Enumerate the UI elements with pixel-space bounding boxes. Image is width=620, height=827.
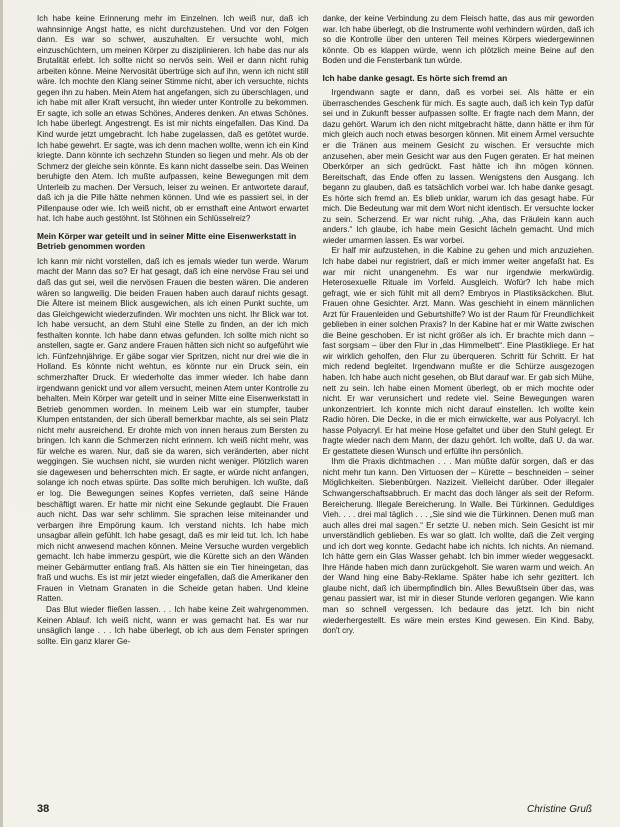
paragraph: Er half mir aufzustehen, in die Kabine zu gehen und mich anzuziehen. Ich habe dabei nur registriert, daß er mich immer weiter angefaßt hat. Es war mir nicht unangenehm. Es war nur irgendwie merkwürdig. Heterosexuelle Rituale im Vorfeld. Ausgleich. Wofür? Ich habe mich gefragt, wie er sich fühlt mit all dem? Embryos in Plastiksäckchen. Blut. Frauen ohne Gesichter. Arzt. Mann. Was geschieht in einem männlichen Arzt für Frauenleiden und Geburtshilfe? Wo ist der Raum für Freundlichkeit geblieben in einer solchen Praxis? In der Kabine hat er mir Watte zwischen die Beine geschoben. Er ist nicht größer als ich. Er brachte mich dann – fast sorgsam – über den Flur in „das Himmelbett“. Eine Plastikliege. Er hat wir wirklich geholfen, den Flur zu überqueren. Schritt für Schritt. Er hat mich redend begleitet. Irgendwann mußte er die Schürze ausgezogen haben. Ich habe auch nicht gesehen, ob Blut darauf war. Er gab sich Mühe, nett zu sein. Ich habe einen Moment überlegt, ob er mich mochte oder nicht. Er war verunsichert und redete viel. Seine Bewegungen waren unkonzentriert. Ich konnte mich nicht darauf einstellen. Ich wollte kein Radio hören. Die Decke, in die er mich einwickelte, war aus Polyacryl. Ich hasse Polyacryl. Er hat meine Hose gefaltet und über den Stuhl gelegt. Er fragte wieder nach dem Mann, der dazu gehört. Ich wollte, daß U. da war. Er gestattete diesen Wunsch und erfüllte ihn persönlich. — [322, 246, 594, 456]
author-signature: Christine Gruß — [526, 804, 592, 815]
paragraph: Irgendwann sagte er dann, daß es vorbei sei. Als hätte er ein überraschendes Geschenk für mich. Es sagte auch, daß ich kein Typ dafür sei und in Zukunft besser aufpassen sollte. Er fragte nach dem Mann, der dazu gehört. Warum ich den nicht mitgebracht hätte, dann hätte er ihm für mich gleich auch noch etwas besorgen können. Mit einem Ärmel versuchte er die Tränen aus meinem Gesicht zu wischen. Er versuchte mich anzusehen, aber mein Gesicht war aus den Fugen geraten. Er hat meinen Oberkörper an sich gedrückt. Fast hätte ich ihn mögen können. Bereitschaft, das Ende offen zu lassen. Wenigstens den Ausgang. Ich begann zu glauben, daß es tatsächlich vorbei war. Ich habe danke gesagt. Es hörte sich fremd an. Es blieb unklar, warum ich das gesagt habe. Für mich. Die Bedeutung war mit dem Wort nicht identisch. Er versuchte locker zu sein. Scherzend. Er war nicht ruhig. „Aha, das Fräulein kann auch anders.“ Ich glaube, ich habe mein Gesicht lächeln gemacht. Und mich wieder umarmen lassen. Es war vorbei. — [322, 88, 594, 245]
right-column — [323, 14, 595, 789]
paragraph: danke, der keine Verbindung zu dem Fleisch hatte, das aus mir geworden war. Ich habe überlegt, ob die Instrumente wohl verhindern würden, daß ich so die Kontrolle über den unteren Teil meines Körpers wiedergewinnen könnte. Ob es klappen würde, wenn ich plötzlich meine Beine auf den Boden und die Fensterbank tun würde. — [322, 14, 594, 66]
paragraph: Ich habe keine Erinnerung mehr im Einzelnen. Ich weiß nur, daß ich wahnsinnige Angst hatte, es nicht durchzustehen. Und vor den Folgen dann. Es war so schwer, auszuhalten. Er versuchte wohl, mich einzuschüchtern, um meinen Körper zu disziplinieren. Ich habe das nur als Brutalität erlebt. Ich sollte nicht so nervös sein. Weil er dann nicht ruhig arbeiten könne. Meine Nervosität übertrüge sich auf ihn, wenn ich nicht still wäre. Ich mochte den Klang seiner Stimme nicht, aber ich versuchte, nichts gegen ihn zu haben. Mein Atem hat angefangen, sich zu überschlagen, und ich habe mit aller Kraft versucht, ihn wieder unter Kontrolle zu bekommen. Er sagte, ich solle an etwas Schönes, Anderes denken. An etwas Schönes. Ich habe überlegt. Angestrengt. Es ist mir nichts eingefallen. Das Kind. Da Kind wurde jetzt umgebracht. Ich habe zugelassen, daß es getötet wurde. Ich habe gewehrt. Er sagte, was ich denn machen wollte, wenn ich ein Kind kriegte. Dann könnte ich sechzehn Stunden so liegen und mehr. Als ob der Schmerz der gleiche sein könnte. Es kann nicht dasselbe sein. Das Weinen beruhigte den Atem. Ich mußte aufpassen, keine Bewegungen mit dem Unterleib zu machen. Der Versuch, leiser zu weinen. Er antwortete darauf, daß ich ja die Pille hätte nehmen können. Und wie es passiert sei, in der Pillenpause oder wie. Ich weiß nicht, ob er ernsthaft eine Antwort erwartet hat. Ich habe auch gestöhnt. Ist Stöhnen ein Schlüsselreiz? — [37, 14, 309, 224]
text-columns — [37, 14, 594, 789]
paragraph: Ihm die Praxis dichtmachen . . . Man müßte dafür sorgen, daß er das nicht mehr tun kann. Den Virtuosen der – Kürette – beschneiden – seiner Möglichkeiten. Siebenbürgen. Nazizeit. Vielleicht darüber. Oder illegaler Schwangerschaftsabbruch. Er macht das doch länger als seit der Reform. Bereicherung. Illegale Bereicherung. In Walle. Bei Türkinnen. Geduldiges Vieh. . . . drei mal täglich . . . „Sie sind wie die Türkinnen. Denen muß man auch alles drei mal sagen.“ Er setzte U. neben mich. Sein Gesicht ist mir unverständlich geblieben. Es war so glatt. Ich wollte, daß die Zeit verging und ich dort weg konnte. Gedacht habe ich nichts. Ich nichts. An niemand. Ich hätte gern ein Glas Wasser gehabt. Ich bin immer wieder weggesackt. Ihre Hände haben mich dann zurückgeholt. Sie waren warm und weich. An der Wand hing eine Baby-Reklame. Später habe ich sehr gezittert. Ich glaube nicht, daß ich übermpfindlich bin. Alles Bewußtsein über das, was genau passiert war, ist mir in dieser Stunde verloren gegangen. Wie kann man so schnell vergessen. Ich bedaure das jetzt. Ich bin nicht wiederhergestellt. Es wäre mein erstes Kind gewesen. Ein Kind. Baby, don't cry. — [322, 457, 594, 636]
left-column — [37, 14, 309, 789]
paragraph: Das Blut wieder fließen lassen. . . Ich habe keine Zeit wahrgenommen. Keinen Ablauf. Ich weiß nicht, wann er was gemacht hat. Es war nur unsäglich lange . . . Ich habe überlegt, ob ich aus dem Fenster springen sollte. Ein ganz klarer Ge- — [37, 604, 309, 646]
section-heading: Ich habe danke gesagt. Es hörte sich fremd an — [322, 72, 508, 83]
page-number: 38 — [37, 803, 50, 815]
paragraph: Ich kann mir nicht vorstellen, daß ich es jemals wieder tun werde. Warum macht der Mann das so? Er hat gesagt, daß ich eine nervöse Frau sei und daß das gut sei, weil die nervösen Frauen die besten wären. Die anderen wären so langweilig. Die beiden Frauen haben auch darauf nichts gesagt. Die Ältere ist meinem Blick ausgewichen, als ich einen Punkt suchte, um das Gleichgewicht wiederzufinden. Wir mochten uns nicht. Ihr Blick war tot. Ich habe versucht, an dem Stuhl eine Stelle zu finden, an der ich mich festhalten konnte. Ich habe dann etwas gefunden. Ich sollte mich nicht so anstellen, sagte er. Ganz andere Frauen hätten sich nicht so aufgeführt wie ich. Fünfzehnjährige. Er gäbe sogar vier Spritzen, nicht nur drei wie die in Holland. Es könnte nicht wehtun, es könnte nur ein Druck sein, ein schmerzhafter Druck. Er wiederholte das immer wieder. Ich habe dann irgendwann genickt und vor allem versucht, meinen Atem unter Kontrolle zu behalten. Mein Körper war geteilt und in seiner Mitte eine Eisenwerkstatt in Betrieb genommen worden. In meinem Leib war ein stumpfer, tauber Klumpen entstanden, der sich überall bemerkbar machte, als sei sein Platz nicht mehr ausreichend. Er drohte mich von innen heraus zum Bersten zu bringen. Ich kann die Schmerzen nicht erinnern. Ich weiß nicht mehr, was für welche es waren. Nur, daß sie da waren, sich veränderten, aber nicht weggingen. Sie wuchsen nicht, sie wurden nicht weniger. Plötzlich waren sie dagewesen und beherrschten mich. Er sagte, er würde nicht anfangen, solange ich noch etwas spürte. Das sollte mich beruhigen. Ich wußte, daß er log. Die Bewegungen seines Kopfes verrieten, daß seine Hände beschäftigt waren. Er hatte mir nicht eine Sekunde geglaubt. Die Frauen auch nicht. Das war sehr schlimm. Sie sprachen leise miteinander und verbargen ihre Empörung kaum. Ich verstand nichts. Ich habe mich unsagbar allein gefühlt. Ich habe gesagt, daß es mir leid tut. Ich. Ich habe mich nicht anwesend machen können. Meine Versuche wurden vergeblich gemacht. Ich habe immerzu gespürt, wie die Kürette sich an den Wänden meiner Gebärmutter entlang fraß. Als hätten sie ein Tier hineingetan, das fraß und wuchs. Es ist mir jetzt wieder eingefallen, daß die Amerikaner den Frauen in Vietnam Granaten in die Scheide getan haben. Und kleine Ratten. — [37, 256, 309, 604]
section-heading: Mein Körper war geteilt und in seiner Mitte eine Eisenwerkstatt in Betrieb genommen worden — [37, 230, 297, 252]
page-footer — [37, 801, 592, 815]
